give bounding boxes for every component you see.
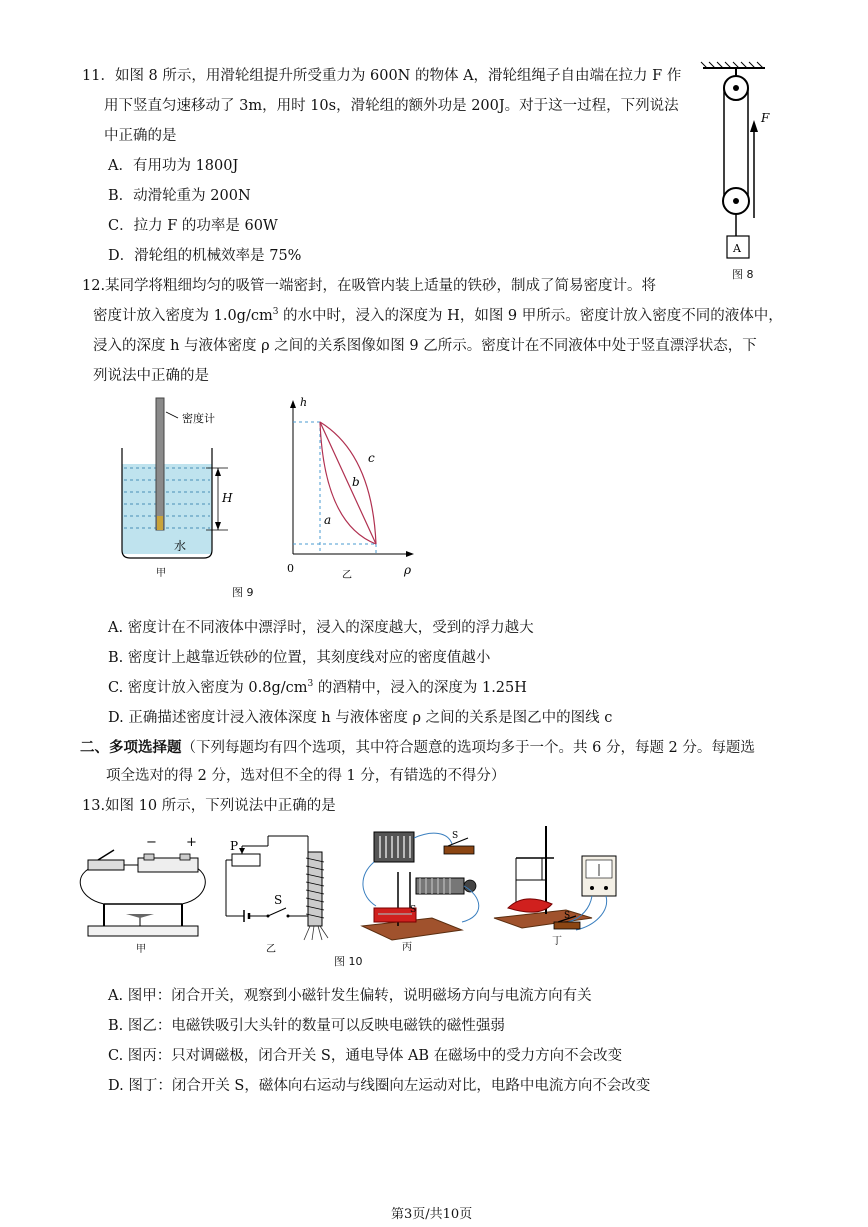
section2-title: 二、多项选择题 [80,739,182,756]
curve-a-label: a [324,513,332,527]
label-jia-13: 甲 [136,944,146,955]
label-S-yi: S [274,893,283,907]
page-footer: 第3页/共10页 [391,1207,473,1222]
origin-label: 0 [287,562,294,575]
label-bing: 丙 [402,942,412,953]
q12-line2-a: 密度计放入密度为 1.0g/cm [93,308,273,324]
label-F: F [761,111,770,125]
label-S2-bing: S [410,905,417,915]
curve-c-label: c [368,451,375,465]
q13-option-a: A. 图甲：闭合开关，观察到小磁针发生偏转，说明磁场方向与电流方向有关 [108,988,592,1004]
q12-line2 [93,306,783,326]
q13-option-d: D. 图丁：闭合开关 S，磁体向右运动与线圈向左运动对比，电路中电流方向不会改变 [108,1078,651,1094]
q12-line2-sup: 3 [272,307,279,317]
q13-option-b: B. 图乙：电磁铁吸引大头针的数量可以反映电磁铁的磁性强弱 [108,1018,505,1034]
axis-rho-label: ρ [404,563,412,577]
q12-option-c-a: C. 密度计放入密度为 0.8g/cm [108,680,308,696]
label-yi: 乙 [342,570,352,581]
density-meter-figure [110,398,260,578]
q12-line4: 列说法中正确的是 [93,368,209,384]
pulley-figure [695,58,775,288]
q11-option-d: D．滑轮组的机械效率是 75% [108,248,302,264]
q13-option-c: C. 图丙：只对调磁极，闭合开关 S，通电导体 AB 在磁场中的受力方向不会改变 [108,1048,623,1064]
figure-9-caption: 图 9 [232,586,254,599]
figure-ding-induction [494,822,626,946]
label-density-meter: 密度计 [182,412,215,425]
q13-stem: 13.如图 10 所示，下列说法中正确的是 [82,798,336,814]
axis-h-label: h [300,396,308,409]
q12-line1: 12.某同学将粗细均匀的吸管一端密封，在吸管内装上适量的铁砂，制成了简易密度计。将 [82,278,657,294]
q12-option-c-b: 的酒精中，浸入的深度为 1.25H [313,680,527,696]
q12-option-c [108,678,527,698]
section2-desc1: （下列每题均有四个选项，其中符合题意的选项均多于一个。共 6 分，每题 2 分。每题选 [181,740,755,756]
q12-line2-b: 的水中时，浸入的深度为 H，如图 9 甲所示。密度计放入密度不同的液体中， [278,308,783,324]
figure-jia-oersted [74,832,214,956]
q11-option-c: C．拉力 F 的功率是 60W [108,218,278,234]
q11-line2: 用下竖直匀速移动了 3m，用时 10s，滑轮组的额外功是 200J。对于这一过程，下列说法 [104,98,679,114]
label-S-ding: S [564,911,571,921]
label-yi-13: 乙 [266,944,276,955]
q12-option-b: B. 密度计上越靠近铁砂的位置，其刻度线对应的密度值越小 [108,650,491,666]
q11-option-a: A．有用功为 1800J [108,158,239,174]
q12-option-a: A. 密度计在不同液体中漂浮时，浸入的深度越大，受到的浮力越大 [108,620,534,636]
h-rho-graph [280,392,430,582]
curve-b-label: b [352,475,360,489]
q12-line3: 浸入的深度 h 与液体密度 ρ 之间的关系图像如图 9 乙所示。密度计在不同液体中处于竖直漂浮状态，下 [93,338,757,354]
label-P: P [230,839,239,853]
figure-10-caption: 图 10 [334,955,363,968]
label-A: A [733,242,741,255]
q12-option-c-sup: 3 [307,679,314,689]
label-jia: 甲 [156,568,166,579]
label-H: H [222,491,233,505]
figure-bing-motor [352,826,488,954]
section2-line1 [80,738,755,758]
section2-desc2: 项全选对的得 2 分，选对但不全的得 1 分，有错选的不得分） [106,768,506,784]
q11-line1: 11．如图 8 所示，用滑轮组提升所受重力为 600N 的物体 A，滑轮组绳子自由端在拉力 F 作 [82,68,682,84]
q12-option-d: D. 正确描述密度计浸入液体深度 h 与液体密度 ρ 之间的关系是图乙中的图线 c [108,710,613,726]
q11-line3: 中正确的是 [104,128,177,144]
label-water: 水 [174,539,187,553]
q11-option-b: B．动滑轮重为 200N [108,188,251,204]
label-S-bing: S [452,831,459,841]
figure-8-caption: 图 8 [732,268,754,281]
label-ding: 丁 [552,936,562,947]
figure-yi-electromagnet [218,834,338,956]
label-plus: + [186,835,197,850]
label-minus: − [146,835,157,850]
